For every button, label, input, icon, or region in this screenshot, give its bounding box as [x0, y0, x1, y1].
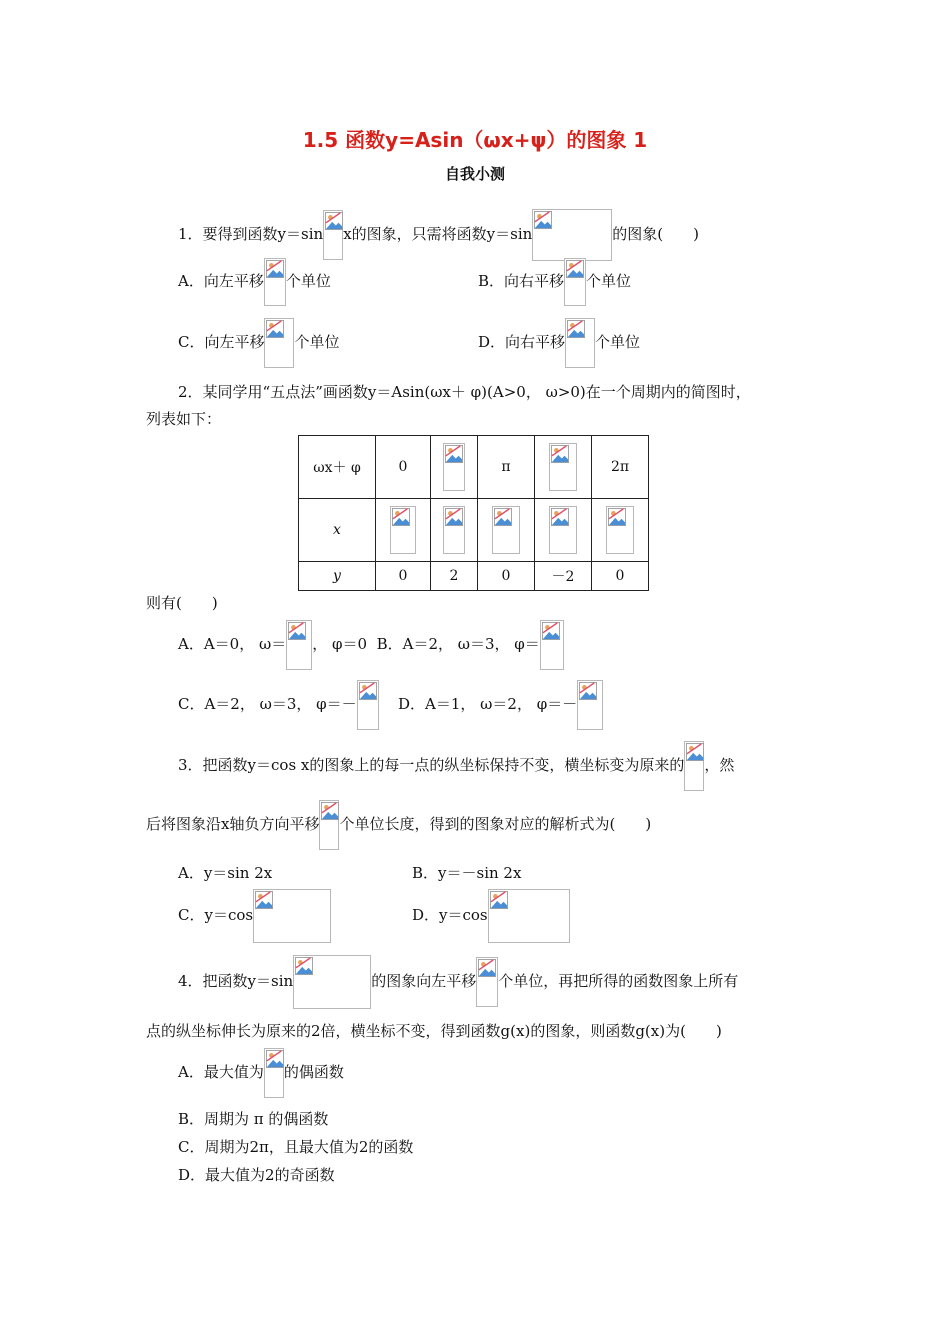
image-placeholder-icon	[443, 443, 465, 491]
question-4-stem: 4．把函数y＝sin 的图象向左平移 个单位，再把所得的函数图象上所有	[178, 955, 738, 1009]
question-1-option-b[interactable]: B．向右平移 个单位	[478, 258, 631, 306]
image-placeholder-icon	[606, 506, 634, 554]
image-placeholder-icon	[488, 889, 570, 943]
image-placeholder-icon	[323, 210, 343, 260]
table-cell: y	[299, 562, 376, 591]
image-placeholder-icon	[443, 506, 465, 554]
image-placeholder-icon	[264, 1048, 284, 1098]
table-row	[299, 499, 649, 562]
image-placeholder-icon	[293, 955, 371, 1009]
question-3-option-d[interactable]: D．y＝cos	[412, 889, 570, 943]
page-title: 1.5 函数y=Asin（ωx+ψ）的图象 1	[302, 128, 648, 152]
image-placeholder-icon	[390, 506, 416, 554]
question-4-option-a[interactable]: A．最大值为 的偶函数	[178, 1048, 344, 1098]
image-placeholder-icon	[549, 443, 577, 491]
question-4-option-b[interactable]: B．周期为 π 的偶函数	[178, 1110, 329, 1128]
question-3-option-b[interactable]: B．y＝－sin 2x	[412, 864, 522, 882]
question-2-stem-cont: 列表如下：	[146, 410, 222, 428]
question-3-stem-cont: 后将图象沿x轴负方向平移 个单位长度，得到的图象对应的解析式为( )	[146, 800, 651, 850]
image-placeholder-icon	[264, 258, 286, 306]
question-4-option-d[interactable]: D．最大值为2的奇函数	[178, 1166, 335, 1184]
table-cell: －2	[535, 562, 592, 591]
question-1-option-c[interactable]: C．向左平移 个单位	[178, 318, 340, 368]
question-2-option-c[interactable]: C．A＝2， ω＝3， φ＝－	[178, 680, 379, 730]
image-placeholder-icon	[549, 506, 577, 554]
table-cell: 0	[376, 562, 431, 591]
question-2-option-a-b[interactable]: A．A＝0， ω＝ ， φ＝0 B．A＝2， ω＝3， φ＝	[178, 620, 564, 670]
question-4-option-c[interactable]: C．周期为2π，且最大值为2的函数	[178, 1138, 414, 1156]
question-3-option-c[interactable]: C．y＝cos	[178, 889, 331, 943]
question-1-stem: 1．要得到函数y＝sin x的图象，只需将函数y＝sin 的图象( )	[178, 209, 699, 261]
table-cell: 0	[478, 562, 535, 591]
question-3-option-a[interactable]: A．y＝sin 2x	[178, 864, 273, 882]
question-2-stem: 2．某同学用“五点法”画函数y＝Asin(ωx＋ φ)(A>0， ω>0)在一个周期内的简图时，	[178, 383, 751, 401]
table-cell: 0	[376, 436, 431, 499]
question-1-option-d[interactable]: D．向右平移 个单位	[478, 318, 640, 368]
five-point-table	[298, 435, 649, 591]
question-2-option-d[interactable]: D．A＝1， ω＝2， φ＝－	[398, 680, 603, 730]
table-cell: x	[299, 499, 376, 562]
table-cell	[478, 499, 535, 562]
image-placeholder-icon	[684, 741, 704, 791]
table-cell: ωx＋ φ	[299, 436, 376, 499]
image-placeholder-icon	[565, 318, 595, 368]
image-placeholder-icon	[540, 620, 564, 670]
image-placeholder-icon	[577, 680, 603, 730]
image-placeholder-icon	[532, 209, 612, 261]
table-cell	[592, 499, 649, 562]
image-placeholder-icon	[253, 889, 331, 943]
question-2-then: 则有( )	[146, 594, 218, 612]
image-placeholder-icon	[492, 506, 520, 554]
question-3-stem: 3．把函数y＝cos x的图象上的每一点的纵坐标保持不变，横坐标变为原来的 ，然	[178, 741, 734, 791]
table-cell: 2π	[592, 436, 649, 499]
image-placeholder-icon	[319, 800, 339, 850]
image-placeholder-icon	[286, 620, 312, 670]
table-row	[299, 562, 649, 591]
table-row	[299, 436, 649, 499]
image-placeholder-icon	[264, 318, 294, 368]
table-cell: 0	[592, 562, 649, 591]
table-cell: π	[478, 436, 535, 499]
table-cell	[535, 499, 592, 562]
table-cell	[431, 436, 478, 499]
table-cell	[376, 499, 431, 562]
image-placeholder-icon	[357, 680, 379, 730]
table-cell	[431, 499, 478, 562]
image-placeholder-icon	[476, 957, 498, 1007]
section-subtitle: 自我小测	[444, 165, 505, 183]
table-cell: 2	[431, 562, 478, 591]
question-1-option-a[interactable]: A．向左平移 个单位	[178, 258, 331, 306]
question-4-stem-cont: 点的纵坐标伸长为原来的2倍，横坐标不变，得到函数g(x)的图象，则函数g(x)为( )	[146, 1022, 722, 1040]
image-placeholder-icon	[564, 258, 586, 306]
table-cell	[535, 436, 592, 499]
